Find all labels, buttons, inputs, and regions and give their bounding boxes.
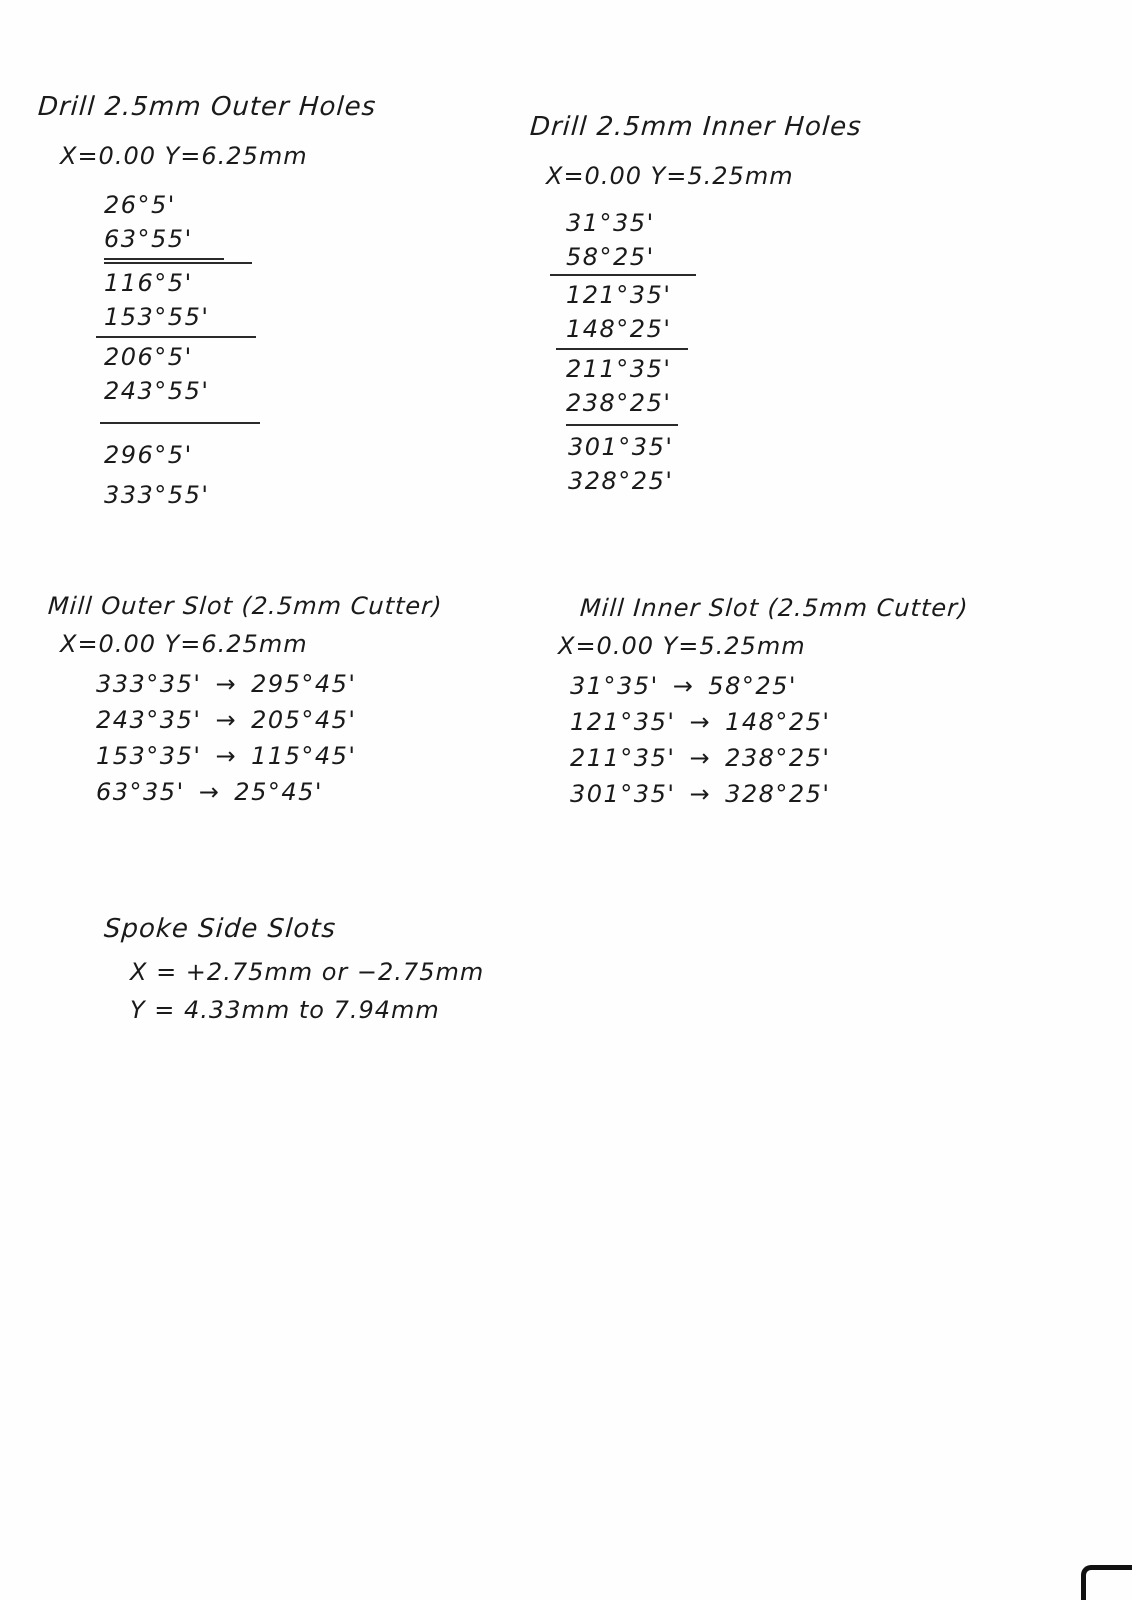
- angle-item: 153°55': [104, 303, 210, 331]
- mill-outer-coords: X=0.00 Y=6.25mm: [60, 630, 308, 658]
- drill-outer-angle-list: [104, 432, 376, 512]
- drill-outer-angle-list: [104, 188, 224, 260]
- angle-item: 148°25': [566, 315, 672, 343]
- angle-item: 211°35': [566, 355, 672, 383]
- drill-outer-section: [38, 92, 376, 512]
- slot-row: [570, 776, 968, 812]
- arrow-right-icon: →: [672, 672, 695, 700]
- angle-item: 301°35': [568, 433, 674, 461]
- spoke-section: [104, 914, 484, 1024]
- divider-line: [100, 422, 260, 424]
- drill-inner-angle-list: [566, 352, 862, 420]
- spoke-x-line: X = +2.75mm or −2.75mm: [130, 958, 485, 986]
- mill-inner-coords: X=0.00 Y=5.25mm: [558, 632, 806, 660]
- drill-inner-angle-list: [568, 430, 862, 498]
- arrow-right-icon: →: [689, 780, 712, 808]
- slot-start-angle: 333°35': [96, 670, 202, 698]
- slot-start-angle: 243°35': [96, 706, 202, 734]
- divider-line: [566, 424, 678, 426]
- slot-end-angle: 148°25': [725, 708, 831, 736]
- drill-outer-angle-list: [104, 340, 376, 408]
- slot-row: [96, 702, 442, 738]
- spoke-y-line: Y = 4.33mm to 7.94mm: [130, 996, 440, 1024]
- mill-outer-rows: [96, 666, 442, 810]
- slot-end-angle: 238°25': [725, 744, 831, 772]
- angle-item: 328°25': [568, 467, 674, 495]
- mill-inner-section: [558, 594, 970, 812]
- angle-item: 333°55': [104, 481, 210, 509]
- mill-outer-title: Mill Outer Slot (2.5mm Cutter): [47, 592, 444, 620]
- arrow-right-icon: →: [198, 778, 221, 806]
- angle-item: 238°25': [566, 389, 672, 417]
- arrow-right-icon: →: [689, 708, 712, 736]
- slot-end-angle: 115°45': [251, 742, 357, 770]
- drill-inner-coords: X=0.00 Y=5.25mm: [546, 162, 794, 190]
- slot-row: [96, 738, 442, 774]
- angle-item: 121°35': [566, 281, 672, 309]
- drill-inner-angle-list: [566, 278, 862, 346]
- slot-start-angle: 121°35': [570, 708, 676, 736]
- slot-start-angle: 31°35': [570, 672, 659, 700]
- arrow-right-icon: →: [215, 670, 238, 698]
- drill-inner-angle-list: [566, 206, 682, 274]
- slot-row: [570, 704, 968, 740]
- drill-outer-coords: X=0.00 Y=6.25mm: [60, 142, 308, 170]
- drill-outer-title: Drill 2.5mm Outer Holes: [36, 92, 378, 122]
- arrow-right-icon: →: [215, 742, 238, 770]
- divider-line: [104, 262, 252, 264]
- drill-inner-title: Drill 2.5mm Inner Holes: [528, 112, 863, 142]
- slot-end-angle: 295°45': [251, 670, 357, 698]
- slot-end-angle: 328°25': [725, 780, 831, 808]
- angle-item: 296°5': [104, 441, 193, 469]
- mill-inner-title: Mill Inner Slot (2.5mm Cutter): [579, 594, 970, 622]
- slot-end-angle: 58°25': [708, 672, 797, 700]
- slot-start-angle: 211°35': [570, 744, 676, 772]
- spoke-title: Spoke Side Slots: [102, 914, 338, 944]
- mill-inner-rows: [570, 668, 968, 812]
- page-corner-mark: [1081, 1565, 1132, 1600]
- angle-item: 26°5': [104, 191, 176, 219]
- divider-line: [96, 336, 256, 338]
- angle-item: 58°25': [566, 243, 655, 271]
- slot-row: [96, 666, 442, 702]
- slot-row: [570, 668, 968, 704]
- mill-outer-section: [48, 592, 442, 810]
- angle-item: 63°55': [104, 222, 224, 260]
- arrow-right-icon: →: [215, 706, 238, 734]
- slot-start-angle: 63°35': [96, 778, 185, 806]
- angle-item: 31°35': [566, 209, 655, 237]
- slot-row: [570, 740, 968, 776]
- slot-row: [96, 774, 442, 810]
- slot-start-angle: 153°35': [96, 742, 202, 770]
- slot-start-angle: 301°35': [570, 780, 676, 808]
- drill-outer-angle-list: [104, 266, 376, 334]
- angle-item: 206°5': [104, 343, 193, 371]
- drill-inner-section: [530, 112, 862, 498]
- angle-item: 116°5': [104, 269, 193, 297]
- slot-end-angle: 205°45': [251, 706, 357, 734]
- angle-item: 243°55': [104, 377, 210, 405]
- arrow-right-icon: →: [689, 744, 712, 772]
- slot-end-angle: 25°45': [234, 778, 323, 806]
- divider-line: [556, 348, 688, 350]
- divider-line: [550, 274, 696, 276]
